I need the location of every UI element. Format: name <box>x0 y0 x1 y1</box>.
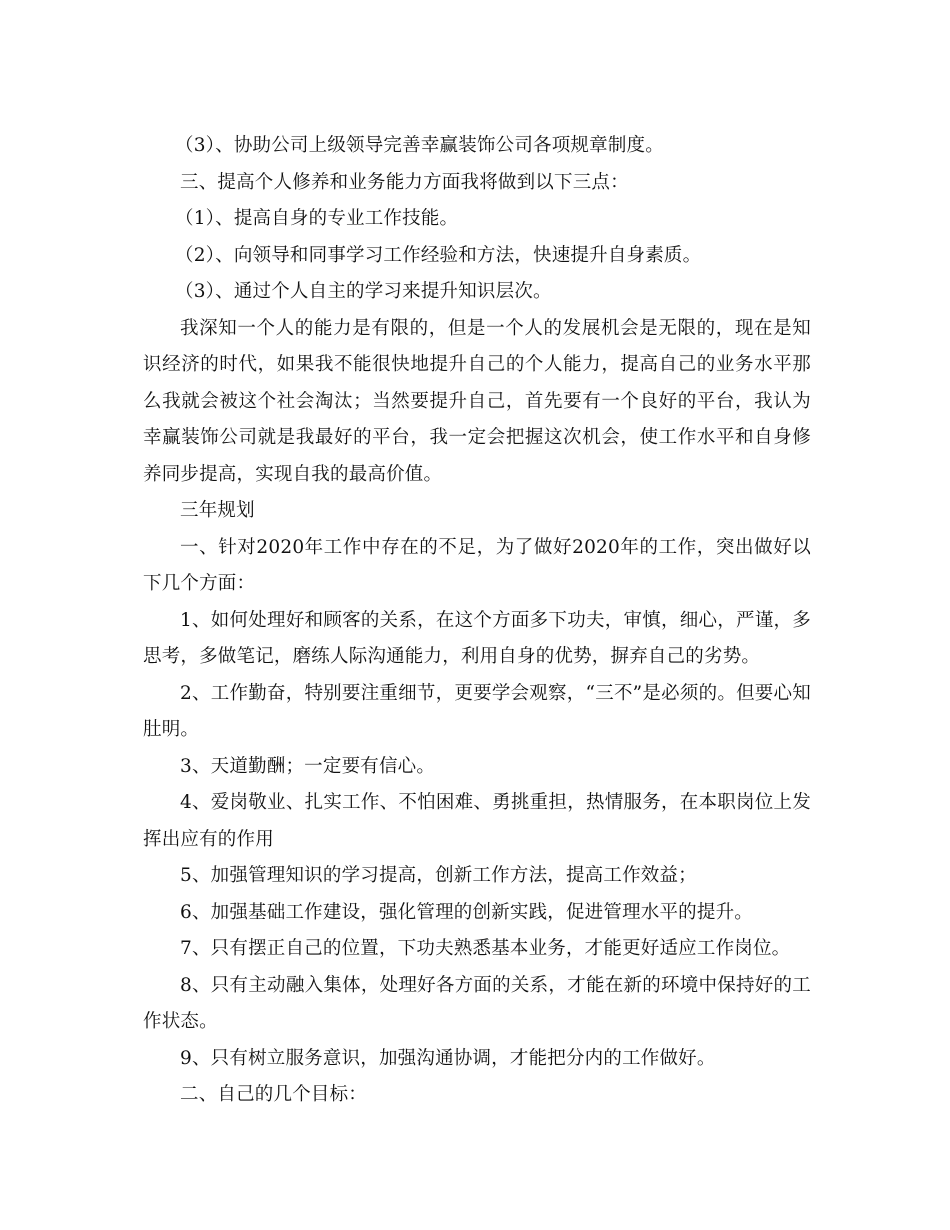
list-item-4: 4、爱岗敬业、扎实工作、不怕困难、勇挑重担，热情服务，在本职岗位上发挥出应有的作用 <box>143 792 811 850</box>
paragraph-focus-areas: 一、针对2020年工作中存在的不足，为了做好2020年的工作，突出做好以下几个方面： <box>143 536 811 594</box>
heading-three-year-plan: 三年规划 <box>180 500 255 521</box>
list-item-8: 8、只有主动融入集体，处理好各方面的关系，才能在新的环境中保持好的工作状态。 <box>143 974 811 1032</box>
heading-personal-improvement: 三、提高个人修养和业务能力方面我将做到以下三点： <box>180 171 629 193</box>
paragraph-regulations: （3）、协助公司上级领导完善幸赢装饰公司各项规章制度。 <box>175 135 664 156</box>
list-item-5: 5、加强管理知识的学习提高，创新工作方法，提高工作效益； <box>180 865 697 886</box>
paragraph-self-study: （3）、通过个人自主的学习来提升知识层次。 <box>175 281 552 302</box>
list-item-7: 7、只有摆正自己的位置，下功夫熟悉基本业务，才能更好适应工作岗位。 <box>180 938 791 959</box>
paragraph-professional-skills: （1）、提高自身的专业工作技能。 <box>175 208 459 229</box>
paragraph-learn-from-colleagues: （2）、向领导和同事学习工作经验和方法，快速提升自身素质。 <box>175 244 702 266</box>
list-item-9: 9、只有树立服务意识，加强沟通协调，才能把分内的工作做好。 <box>180 1047 716 1069</box>
document-page <box>143 128 811 1114</box>
list-item-3: 3、天道勤酬；一定要有信心。 <box>180 755 436 777</box>
list-item-1: 1、如何处理好和顾客的关系，在这个方面多下功夫，审慎，细心，严谨，多思考，多做笔记，磨练人际沟通能力，利用自身的优势，摒弃自己的劣势。 <box>143 609 811 667</box>
paragraph-ability-reflection: 我深知一个人的能力是有限的，但是一个人的发展机会是无限的，现在是知识经济的时代，如果我不能很快地提升自己的个人能力，提高自己的业务水平那么我就会被这个社会淘汰；当然要提升自己，首先要有一个良好的平台，我认为幸赢装饰公司就是我最好的平台，我一定会把握这次机会，使工作水平和自身修养同步提高，实现自我的最高价值。 <box>143 317 811 485</box>
list-item-2: 2、工作勤奋，特别要注重细节，更要学会观察，“三不”是必须的。但要心知肚明。 <box>143 682 811 740</box>
list-item-6: 6、加强基础工作建设，强化管理的创新实践，促进管理水平的提升。 <box>180 901 753 923</box>
heading-personal-goals: 二、自己的几个目标： <box>180 1084 368 1105</box>
